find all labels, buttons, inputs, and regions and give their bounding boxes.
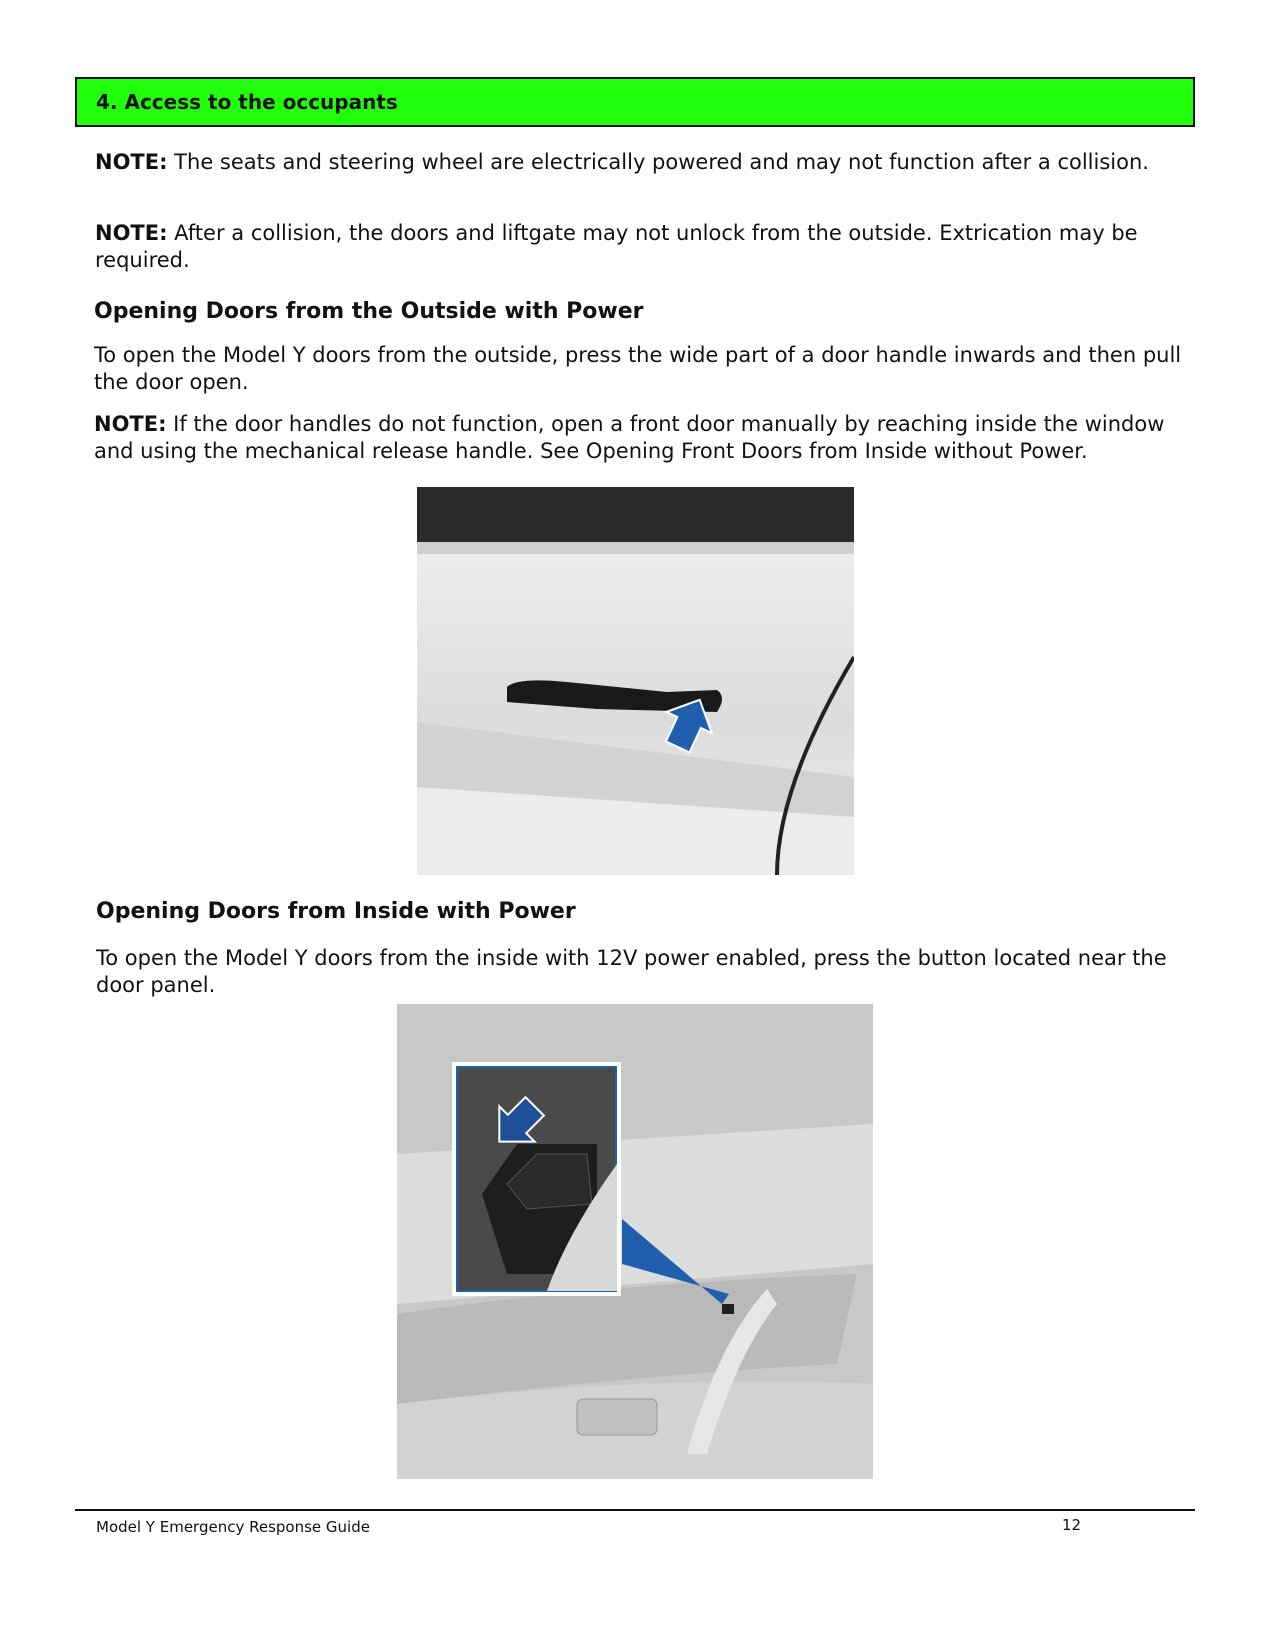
note-text: If the door handles do not function, open a front door manually by reaching inside the window and using the mechanical release handle. See Opening Front Doors from Inside without Power. xyxy=(94,412,1165,463)
note-doors xyxy=(95,220,1195,274)
note-handles xyxy=(94,411,1194,465)
inset-zoom xyxy=(454,1064,619,1294)
note-label: NOTE: xyxy=(95,221,168,245)
heading-outside: Opening Doors from the Outside with Power xyxy=(94,299,644,324)
note-seats xyxy=(95,149,1195,176)
door-button xyxy=(722,1304,734,1314)
footer-divider xyxy=(75,1509,1195,1511)
exterior-door-handle-image xyxy=(417,487,854,875)
page-number: 12 xyxy=(1062,1516,1082,1534)
outside-body: To open the Model Y doors from the outside, press the wide part of a door handle inwards and then pull the door open. xyxy=(94,343,1182,394)
footer-title: Model Y Emergency Response Guide xyxy=(96,1518,370,1536)
interior-door-button-image xyxy=(397,1004,873,1479)
note-text: The seats and steering wheel are electrically powered and may not function after a collision. xyxy=(167,150,1149,174)
note-label: NOTE: xyxy=(94,412,167,436)
note-label: NOTE: xyxy=(95,150,168,174)
heading-inside: Opening Doors from Inside with Power xyxy=(96,899,576,924)
section-title: 4. Access to the occupants xyxy=(96,90,398,114)
inside-body: To open the Model Y doors from the inside with 12V power enabled, press the button located near the door panel. xyxy=(96,946,1167,997)
note-text: After a collision, the doors and liftgate may not unlock from the outside. Extrication may be required. xyxy=(95,221,1138,272)
section-header xyxy=(75,77,1195,127)
